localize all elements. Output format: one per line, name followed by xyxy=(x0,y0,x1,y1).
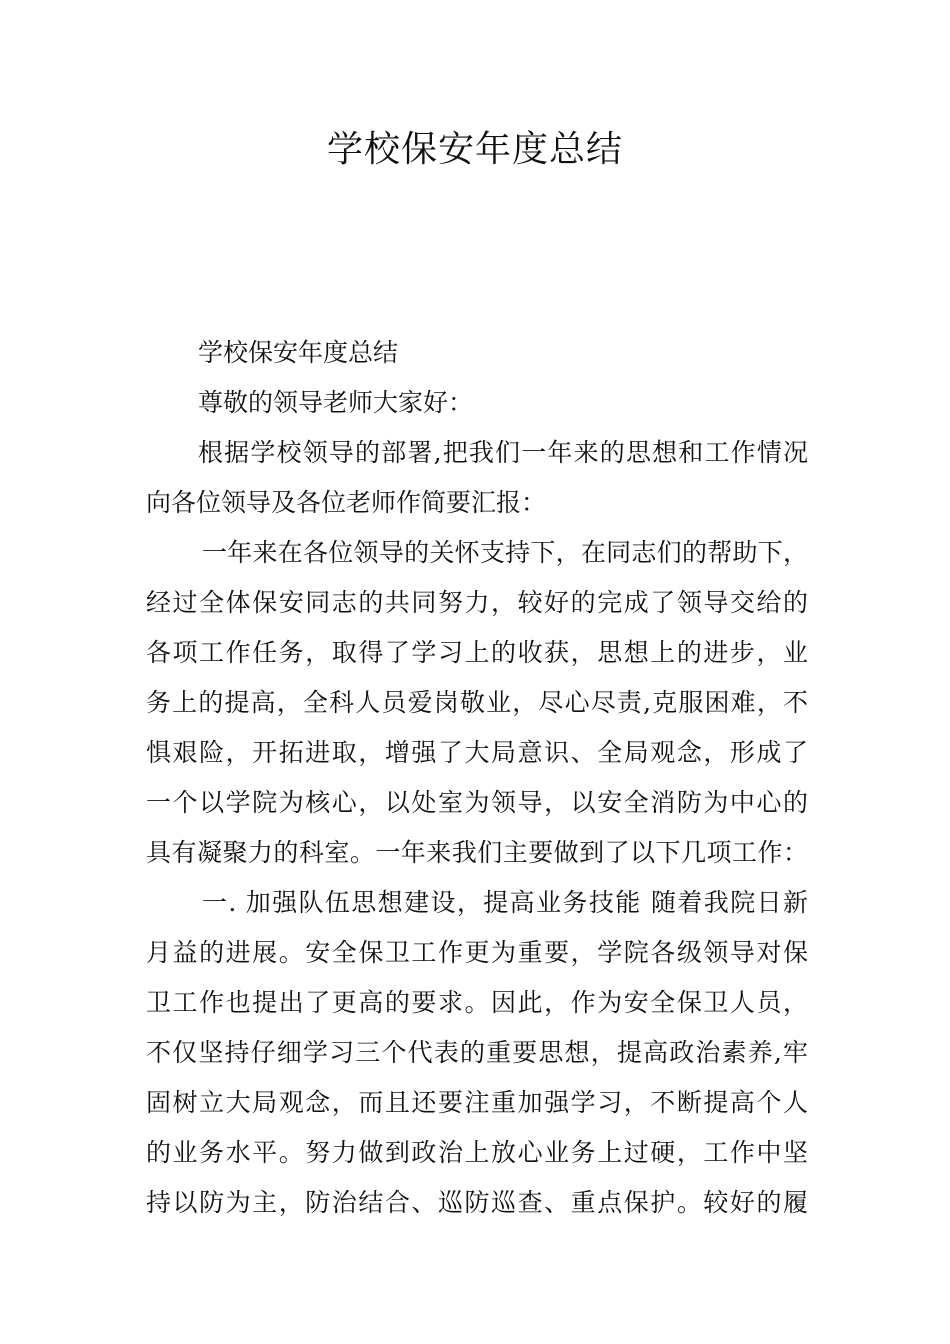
text-line: 向各位领导及各位老师作简要汇报： xyxy=(146,488,547,517)
document-body xyxy=(146,328,808,1228)
text-line: 持以防为主，防治结合、巡防巡查、重点保护。较好的履 xyxy=(146,1188,808,1217)
salutation: 尊敬的领导老师大家好： xyxy=(198,388,474,417)
text-line: 各项工作任务，取得了学习上的收获，思想上的进步，业 xyxy=(146,638,808,667)
text-line: 一. 加强队伍思想建设，提高业务技能 随着我院日新 xyxy=(202,888,808,917)
paragraph-heading: 学校保安年度总结 xyxy=(198,338,399,367)
text-line: 固树立大局观念，而且还要注重加强学习，不断提高个人 xyxy=(146,1088,808,1117)
text-line: 经过全体保安同志的共同努力，较好的完成了领导交给的 xyxy=(146,588,808,617)
text-line: 一个以学院为核心，以处室为领导，以安全消防为中心的 xyxy=(146,788,808,817)
text-line: 惧艰险，开拓进取，增强了大局意识、全局观念，形成了 xyxy=(146,738,808,767)
text-line: 一年来在各位领导的关怀支持下，在同志们的帮助下， xyxy=(202,538,808,567)
text-line: 的业务水平。努力做到政治上放心业务上过硬，工作中坚 xyxy=(146,1138,808,1167)
text-line: 不仅坚持仔细学习三个代表的重要思想，提高政治素养,牢 xyxy=(146,1038,808,1067)
text-line: 卫工作也提出了更高的要求。因此，作为安全保卫人员， xyxy=(146,988,808,1017)
text-line: 具有凝聚力的科室。一年来我们主要做到了以下几项工作： xyxy=(146,838,808,867)
document-title: 学校保安年度总结 xyxy=(326,129,623,170)
text-line: 务上的提高，全科人员爱岗敬业，尽心尽责,克服困难，不 xyxy=(146,688,808,717)
text-line: 根据学校领导的部署,把我们一年来的思想和工作情况 xyxy=(198,438,808,467)
text-line: 月益的进展。安全保卫工作更为重要，学院各级领导对保 xyxy=(146,938,808,967)
